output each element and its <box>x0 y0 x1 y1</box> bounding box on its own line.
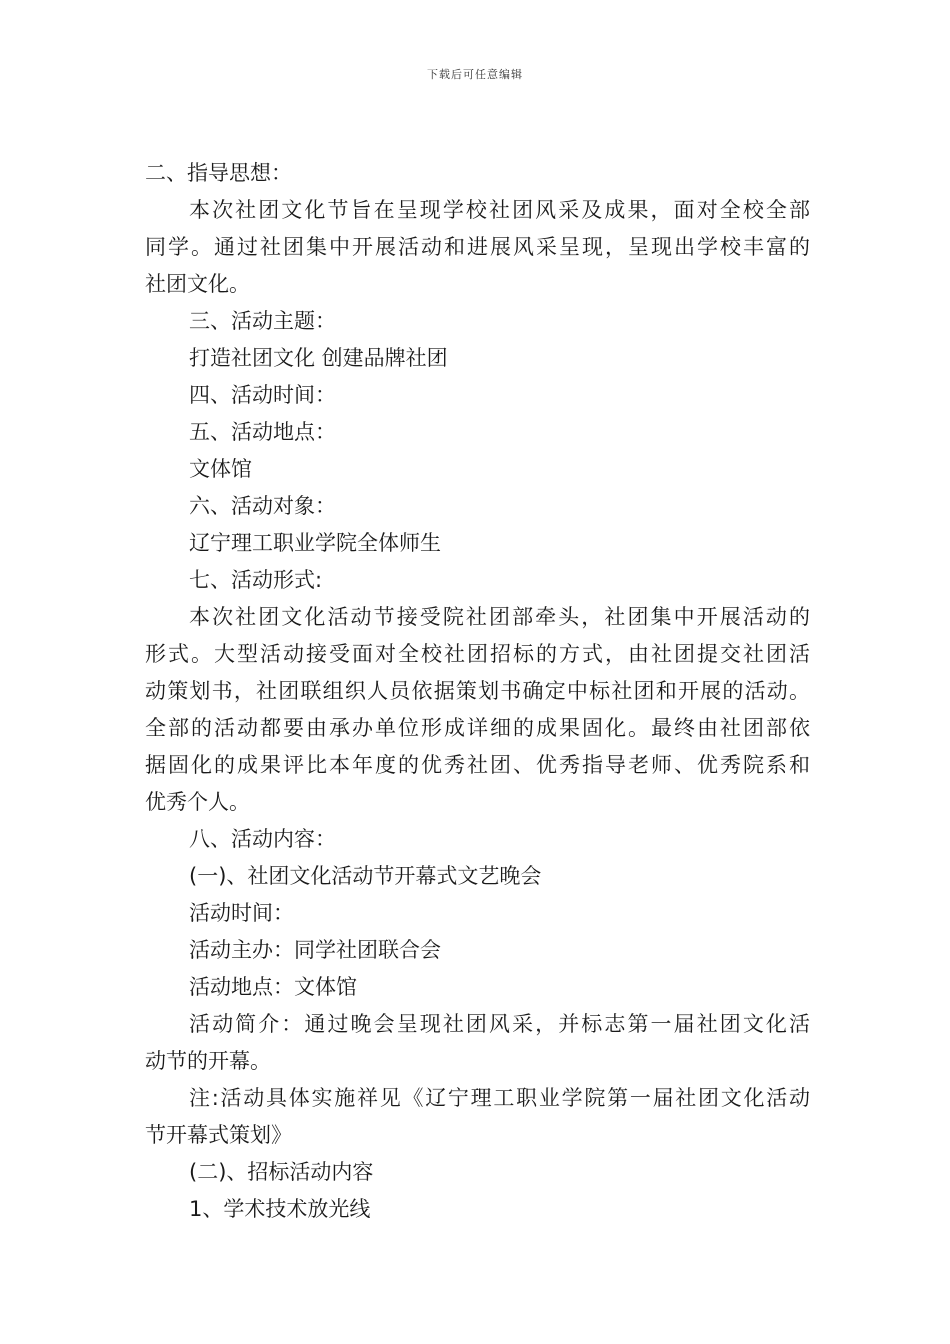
subsection-heading: (二)、招标活动内容 <box>189 1160 374 1184</box>
section-heading-audience: 六、活动对象： <box>189 494 336 518</box>
section-heading-location: 五、活动地点： <box>189 420 336 444</box>
section-heading-guiding-idea: 二、指导思想： <box>145 161 292 185</box>
paragraph-line: 全部的活动都要由承办单位形成详细的成果固化。最终由社团部依 <box>145 716 810 740</box>
paragraph-line: 优秀个人。 <box>145 790 250 814</box>
paragraph-line: 形式。大型活动接受面对全校社团招标的方式，由社团提交社团活 <box>145 642 810 666</box>
paragraph-line: 本次社团文化活动节接受院社团部牵头，社团集中开展活动的 <box>189 605 810 629</box>
paragraph-line: 动节的开幕。 <box>145 1049 271 1073</box>
paragraph-line: 本次社团文化节旨在呈现学校社团风采及成果，面对全校全部 <box>189 198 810 222</box>
document-body <box>145 155 810 1228</box>
page-header-note: 下载后可任意编辑 <box>427 68 523 81</box>
paragraph-line: 活动主办：同学社团联合会 <box>189 938 441 962</box>
paragraph-line: 注:活动具体实施祥见《辽宁理工职业学院第一届社团文化活动 <box>189 1086 810 1110</box>
paragraph-line: 节开幕式策划》 <box>145 1123 292 1147</box>
list-item: 1、学术技术放光线 <box>189 1197 371 1221</box>
subsection-heading: (一)、社团文化活动节开幕式文艺晚会 <box>189 864 542 888</box>
paragraph-line: 同学。通过社团集中开展活动和进展风采呈现，呈现出学校丰富的 <box>145 235 810 259</box>
section-heading-theme: 三、活动主题： <box>189 309 336 333</box>
paragraph-line: 文体馆 <box>189 457 252 481</box>
paragraph-line: 活动简介：通过晚会呈现社团风采，并标志第一届社团文化活 <box>189 1012 810 1036</box>
paragraph-line: 辽宁理工职业学院全体师生 <box>189 531 441 555</box>
paragraph-line: 活动地点：文体馆 <box>189 975 357 999</box>
paragraph-line: 打造社团文化 创建品牌社团 <box>189 346 448 370</box>
paragraph-line: 社团文化。 <box>145 272 250 296</box>
section-heading-content: 八、活动内容： <box>189 827 336 851</box>
paragraph-line: 动策划书，社团联组织人员依据策划书确定中标社团和开展的活动。 <box>145 679 810 703</box>
section-heading-time: 四、活动时间： <box>189 383 336 407</box>
section-heading-format: 七、活动形式: <box>189 568 323 592</box>
paragraph-line: 据固化的成果评比本年度的优秀社团、优秀指导老师、优秀院系和 <box>145 753 810 777</box>
paragraph-line: 活动时间： <box>189 901 294 925</box>
